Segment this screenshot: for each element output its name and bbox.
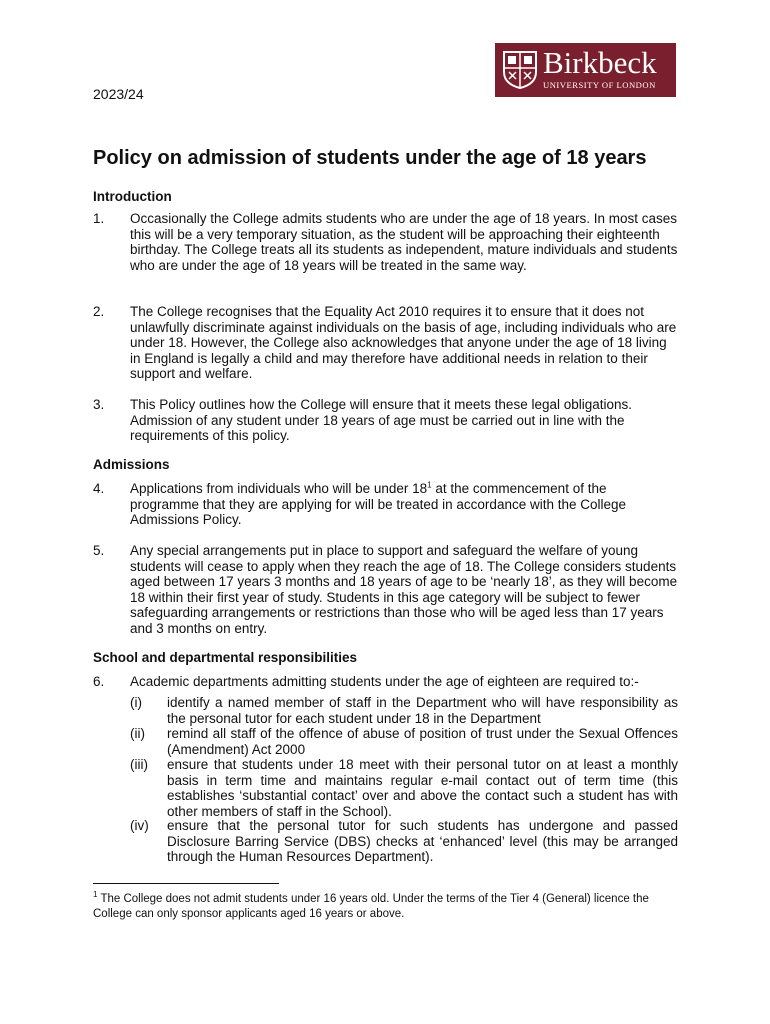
heading-school-responsibilities: School and departmental responsibilities — [93, 650, 358, 665]
list-item — [130, 726, 678, 757]
paragraph-3 — [93, 397, 678, 444]
paragraph-text-end: at the commencement of the programme that they are applying for will be treated in accordance with the College Admissions Policy. — [130, 481, 627, 527]
paragraph-text: Academic departments admitting students under the age of eighteen are required to:- — [130, 674, 639, 689]
list-item — [130, 695, 678, 726]
footnote — [93, 892, 678, 922]
paragraph-text: This Policy outlines how the College will ensure that it meets these legal obligations. Admission of any student under 18 years of age must be carried out in line with the requirements of this policy. — [130, 397, 633, 443]
footnote-marker: 1 — [93, 890, 98, 900]
crest-icon — [502, 50, 538, 90]
paragraph-number: 1. — [93, 211, 105, 226]
paragraph-text — [130, 481, 678, 528]
list-item-text: ensure that the personal tutor for such students has undergone and passed Disclosure Barring Service (DBS) checks at ‘enhanced’ level (this may be arranged through the Human Resources Department). — [167, 818, 678, 864]
footnote-divider — [93, 883, 279, 884]
footnote-reference[interactable]: 1 — [427, 480, 432, 490]
list-marker: (ii) — [130, 726, 145, 741]
paragraph-text-start: Applications from individuals who will be under 18 — [130, 481, 428, 496]
paragraph-number: 4. — [93, 481, 105, 496]
list-marker: (iii) — [130, 757, 148, 772]
paragraph-number: 6. — [93, 674, 105, 689]
paragraph-number: 5. — [93, 543, 105, 558]
list-item-text: identify a named member of staff in the Department who will have responsibility as the personal tutor for each student under 18 in the Department — [167, 695, 678, 726]
paragraph-6 — [93, 674, 678, 690]
paragraph-text: Any special arrangements put in place to support and safeguard the welfare of young students will cease to apply when they reach the age of 18. The College considers students aged between 17 years 3 months and 18 years of age to be ‘nearly 18’, as they will become 18 within their first year of study. Students in this age category will be subject to fewer safeguarding arrangements or restrictions than those who will be aged less than 17 years and 3 months on entry. — [130, 543, 678, 636]
academic-year: 2023/24 — [93, 86, 144, 102]
heading-admissions: Admissions — [93, 457, 170, 472]
paragraph-text: The College recognises that the Equality Act 2010 requires it to ensure that it does not unlawfully discriminate against individuals on the basis of age, including individuals who are under 18. However, the College also acknowledges that anyone under the age of 18 living in England is legally a child and may therefore have additional needs in relation to their support and welfare. — [130, 304, 677, 381]
paragraph-5 — [93, 543, 678, 636]
paragraph-1 — [93, 211, 678, 273]
paragraph-2 — [93, 304, 678, 382]
page-title: Policy on admission of students under the age of 18 years — [93, 147, 647, 169]
list-marker: (iv) — [130, 818, 149, 833]
list-marker: (i) — [130, 695, 142, 710]
paragraph-number: 3. — [93, 397, 105, 412]
list-item-text: ensure that students under 18 meet with their personal tutor on at least a monthly basis in term time and maintains regular e-mail contact out of term time (this establishes ‘substantial contact’ over and above the contact such a student has with other members of staff in the School). — [167, 757, 678, 819]
logo-name: Birkbeck — [543, 45, 657, 80]
list-item — [130, 818, 678, 865]
paragraph-text: Occasionally the College admits students who are under the age of 18 years. In most cases this will be a very temporary situation, as the student will be approaching their eighteenth birthday. The College treats all its students as independent, mature individuals and students who are under the age of 18 years will be treated in the same way. — [130, 211, 678, 273]
logo-subtitle: UNIVERSITY OF LONDON — [543, 80, 656, 90]
paragraph-number: 2. — [93, 304, 105, 319]
paragraph-4 — [93, 481, 678, 528]
list-item-text: remind all staff of the offence of abuse of position of trust under the Sexual Offences (Amendment) Act 2000 — [167, 726, 678, 757]
heading-introduction: Introduction — [93, 189, 172, 204]
footnote-text: The College does not admit students under 16 years old. Under the terms of the Tier 4 (General) licence the College can only sponsor applicants aged 16 years or above. — [93, 893, 649, 920]
birkbeck-logo — [495, 43, 676, 97]
list-item — [130, 757, 678, 819]
